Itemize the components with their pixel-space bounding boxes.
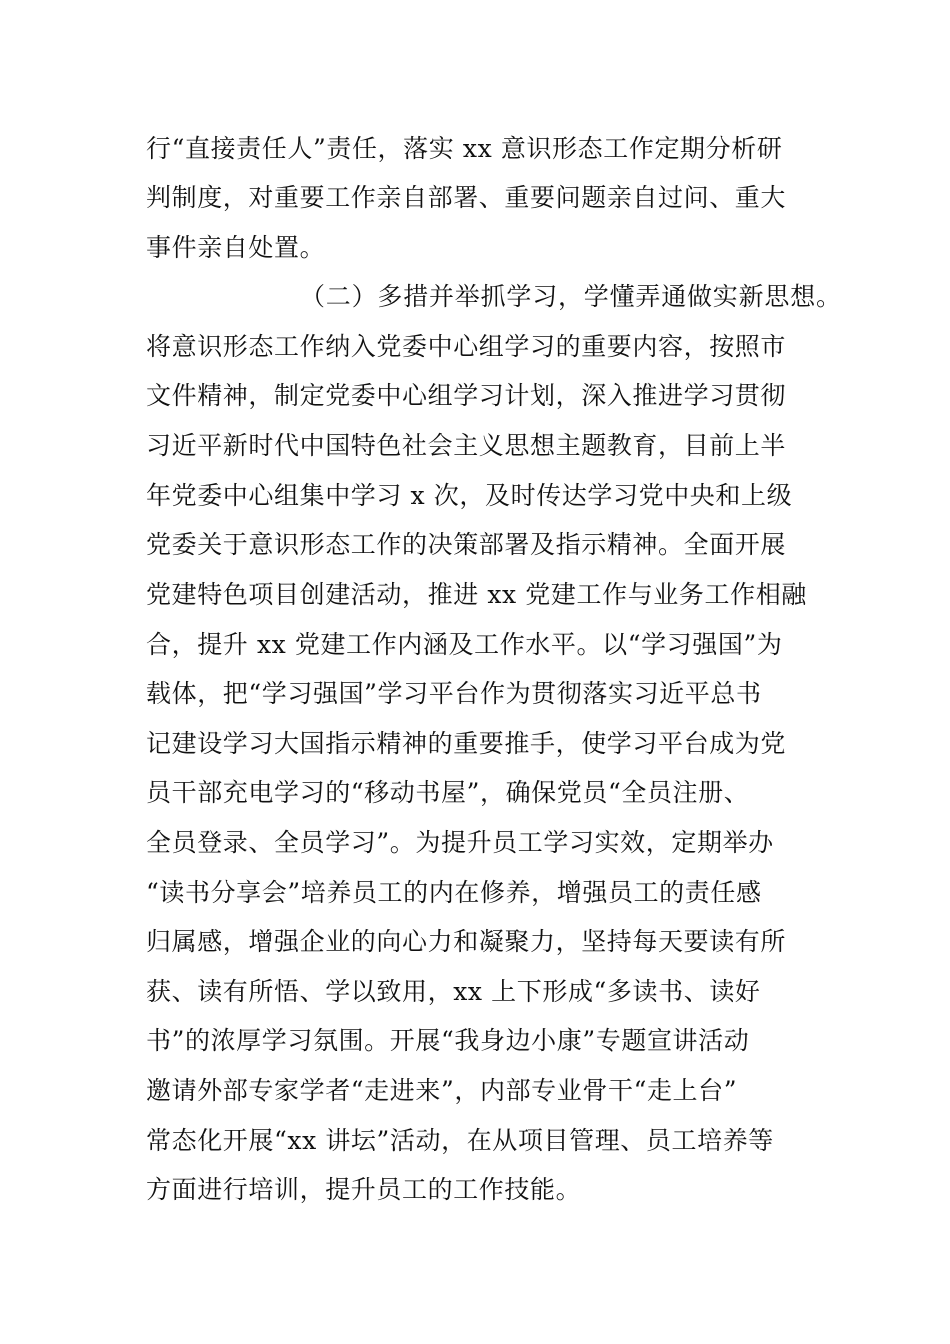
text-line: 记建设学习大国指示精神的重要推手，使学习平台成为党 [146, 729, 787, 758]
text-line: 文件精神，制定党委中心组学习计划，深入推进学习贯彻 [146, 381, 787, 410]
text-line: 获、读有所悟、学以致用，xx 上下形成“多读书、读好 [146, 977, 761, 1006]
text-line: 合，提升 xx 党建工作内涵及工作水平。以“学习强国”为 [146, 630, 783, 659]
text-line: “读书分享会”培养员工的内在修养，增强员工的责任感 [146, 878, 762, 907]
text-line: 方面进行培训，提升员工的工作技能。 [146, 1175, 582, 1204]
text-line: 判制度，对重要工作亲自部署、重要问题亲自过问、重大 [146, 183, 787, 212]
text-line: 党建特色项目创建活动，推进 xx 党建工作与业务工作相融 [146, 580, 807, 609]
text-line: 年党委中心组集中学习 x 次，及时传达学习党中央和上级 [146, 481, 793, 510]
text-line: 全员登录、全员学习”。为提升员工学习实效，定期举办 [146, 828, 774, 857]
text-line: 将意识形态工作纳入党委中心组学习的重要内容，按照市 [146, 332, 787, 361]
text-line: 邀请外部专家学者“走进来”，内部专业骨干“走上台” [146, 1076, 738, 1105]
text-line: 书”的浓厚学习氛围。开展“我身边小康”专题宣讲活动 [146, 1026, 750, 1055]
text-line: 载体，把“学习强国”学习平台作为贯彻落实习近平总书 [146, 679, 762, 708]
text-line: 习近平新时代中国特色社会主义思想主题教育，目前上半 [146, 431, 787, 460]
text-line: 党委关于意识形态工作的决策部署及指示精神。全面开展 [146, 530, 787, 559]
section-heading: （二）多措并举抓学习，学懂弄通做实新思想。 [300, 282, 842, 311]
text-line: 归属感，增强企业的向心力和凝聚力，坚持每天要读有所 [146, 927, 787, 956]
text-line: 员干部充电学习的“移动书屋”，确保党员“全员注册、 [146, 778, 750, 807]
text-line: 常态化开展“xx 讲坛”活动，在从项目管理、员工培养等 [146, 1126, 774, 1155]
text-line: 行“直接责任人”责任，落实 xx 意识形态工作定期分析研 [146, 134, 783, 163]
text-line: 事件亲自处置。 [146, 233, 326, 262]
